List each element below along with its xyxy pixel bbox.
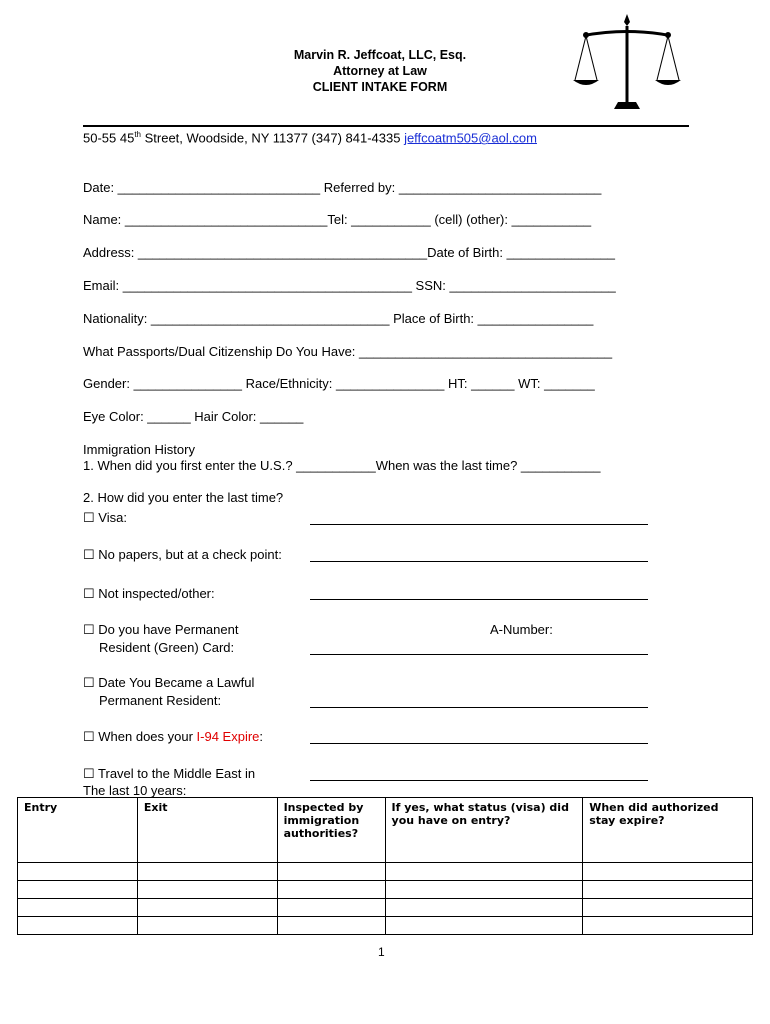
date-referred-field[interactable]: Date: ____________________________ Referred by: ____________________________: [83, 180, 602, 195]
email-link[interactable]: jeffcoatm505@aol.com: [404, 130, 537, 146]
table-row[interactable]: [18, 881, 753, 899]
immigration-heading: Immigration History: [83, 442, 195, 457]
lawful-resident-checkbox[interactable]: ☐ Date You Became a Lawful: [83, 675, 255, 690]
nationality-pob-field[interactable]: Nationality: _________________________________ Place of Birth: ________________: [83, 311, 594, 326]
middle-east-answer-line[interactable]: [310, 780, 648, 781]
address-dob-field[interactable]: Address: ________________________________________Date of Birth: _______________: [83, 245, 616, 260]
email-ssn-field[interactable]: Email: ________________________________________ SSN: _______________________: [83, 278, 616, 293]
permanent-resident-answer-line[interactable]: [310, 654, 648, 655]
header-expire: When did authorized stay expire?: [583, 798, 753, 863]
not-inspected-answer-line[interactable]: [310, 599, 648, 600]
table-row[interactable]: [18, 863, 753, 881]
no-papers-answer-line[interactable]: [310, 561, 648, 562]
entry-method-question: 2. How did you enter the last time?: [83, 490, 284, 505]
table-header-row: [18, 798, 753, 863]
entry-dates-question[interactable]: 1. When did you first enter the U.S.? ___________When was the last time? ___________: [83, 458, 601, 473]
permanent-resident-label: Resident (Green) Card:: [99, 640, 235, 655]
header-rule: [83, 125, 689, 127]
middle-east-label: The last 10 years:: [83, 783, 187, 798]
form-title: CLIENT INTAKE FORM: [312, 80, 448, 94]
eye-hair-field[interactable]: Eye Color: ______ Hair Color: ______: [83, 409, 304, 424]
i94-answer-line[interactable]: [310, 743, 648, 744]
not-inspected-checkbox[interactable]: ☐ Not inspected/other:: [83, 586, 215, 601]
gender-race-field[interactable]: Gender: _______________ Race/Ethnicity: _______________ HT: ______ WT: _______: [83, 376, 595, 391]
firm-title: Attorney at Law: [333, 64, 427, 78]
passports-field[interactable]: What Passports/Dual Citizenship Do You Have: ___________________________________: [83, 344, 613, 359]
travel-history-table: [17, 797, 753, 935]
scales-of-justice-logo: [572, 12, 682, 112]
contact-line: 50-55 45th Street, Woodside, NY 11377 (347) 841-4335 jeffcoatm505@aol.com: [83, 130, 537, 146]
header-status: If yes, what status (visa) did you have on entry?: [385, 798, 583, 863]
a-number-label: A-Number:: [490, 622, 553, 637]
visa-answer-line[interactable]: [310, 524, 648, 525]
firm-name: Marvin R. Jeffcoat, LLC, Esq.: [293, 48, 467, 62]
i94-checkbox[interactable]: ☐ When does your I-94 Expire:: [83, 729, 264, 744]
lawful-resident-answer-line[interactable]: [310, 707, 648, 708]
no-papers-checkbox[interactable]: ☐ No papers, but at a check point:: [83, 547, 282, 562]
middle-east-checkbox[interactable]: ☐ Travel to the Middle East in: [83, 766, 256, 781]
lawful-resident-label: Permanent Resident:: [99, 693, 222, 708]
table-row[interactable]: [18, 899, 753, 917]
visa-checkbox[interactable]: ☐ Visa:: [83, 510, 127, 525]
page-number: 1: [378, 945, 385, 959]
name-tel-field[interactable]: Name: ____________________________Tel: ___________ (cell) (other): ___________: [83, 212, 592, 227]
header-inspected: Inspected by immigration authorities?: [277, 798, 385, 863]
header-entry: Entry: [18, 798, 138, 863]
permanent-resident-checkbox[interactable]: ☐ Do you have Permanent: [83, 622, 239, 637]
header-exit: Exit: [137, 798, 277, 863]
table-row[interactable]: [18, 917, 753, 935]
